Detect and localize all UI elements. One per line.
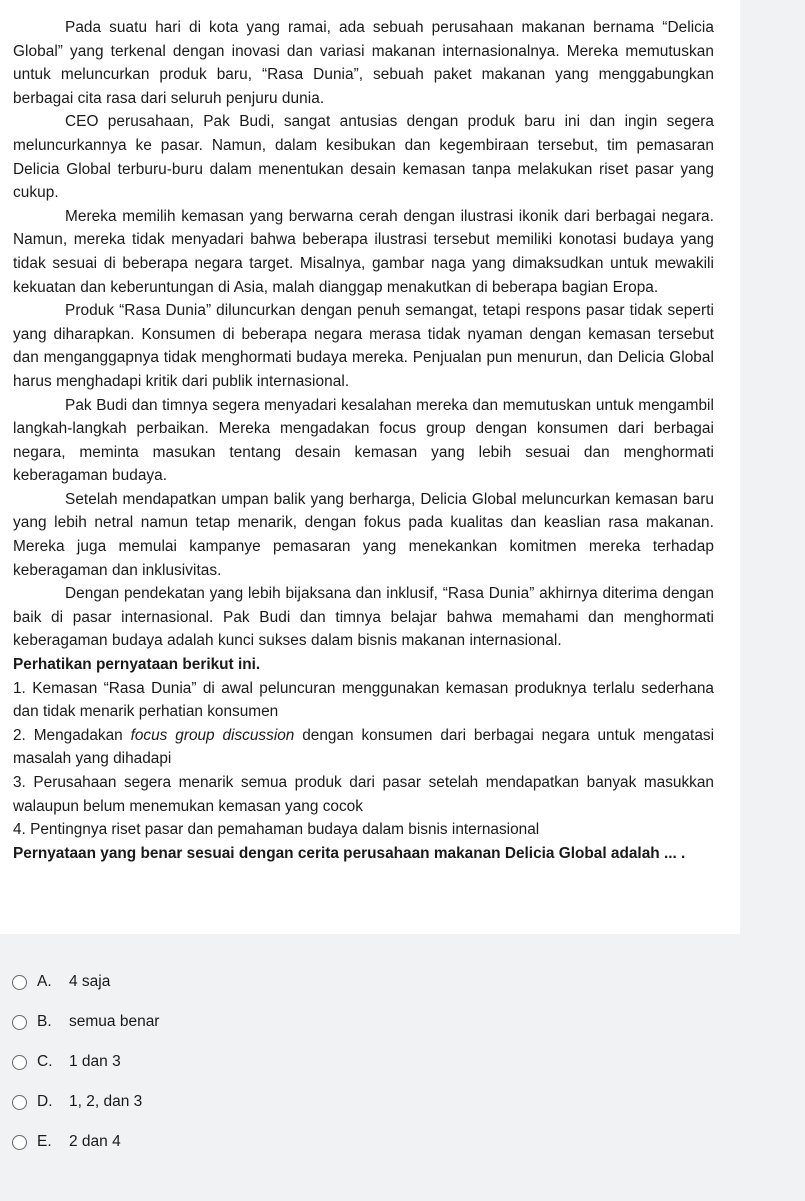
option-letter: E. xyxy=(37,1133,52,1150)
paragraph-1: Pada suatu hari di kota yang ramai, ada sebuah perusahaan makanan bernama “Delicia Global” yang terkenal dengan inovasi dan variasi makanan internasionalnya. Mereka memutuskan untuk meluncurkan produk baru, “Rasa Dunia”, sebuah paket makanan yang menggabungkan berbagai cita rasa dari seluruh penjuru dunia. xyxy=(13,19,714,107)
option-text: 1, 2, dan 3 xyxy=(69,1093,143,1110)
option-a[interactable] xyxy=(10,962,159,1002)
option-letter: D. xyxy=(37,1093,53,1110)
radio-circle-icon[interactable] xyxy=(12,1095,27,1110)
paragraph-2: CEO perusahaan, Pak Budi, sangat antusias dengan produk baru ini dan ingin segera meluncurkannya ke pasar. Namun, dalam kesibukan dan kegembiraan tersebut, tim pemasaran Delicia Global terburu-buru dalam menentukan desain kemasan tanpa melakukan riset pasar yang cukup. xyxy=(13,113,714,202)
statement-3: 3. Perusahaan segera menarik semua produk dari pasar setelah mendapatkan banyak masukkan walaupun belum menemukan kemasan yang cocok xyxy=(13,774,714,815)
option-text: semua benar xyxy=(69,1013,160,1030)
statement-1: 1. Kemasan “Rasa Dunia” di awal peluncuran menggunakan kemasan produknya terlalu sederhana dan tidak menarik perhatian konsumen xyxy=(13,679,714,721)
option-b[interactable] xyxy=(10,1002,159,1042)
paragraph-3: Mereka memilih kemasan yang berwarna cerah dengan ilustrasi ikonik dari berbagai negara. Namun, mereka tidak menyadari bahwa beberapa ilustrasi tersebut memiliki konotasi budaya yang tidak sesuai di beberapa negara target. Misalnya, gambar naga yang dimaksudkan untuk mewakili kekuatan dan keberuntungan di Asia, malah dianggap menakutkan di beberapa bagian Eropa. xyxy=(13,207,714,296)
option-text: 2 dan 4 xyxy=(69,1133,121,1150)
option-d[interactable] xyxy=(10,1082,159,1122)
statement-4: 4. Pentingnya riset pasar dan pemahaman budaya dalam bisnis internasional xyxy=(13,821,540,839)
option-e[interactable] xyxy=(10,1122,159,1162)
paragraph-5: Pak Budi dan timnya segera menyadari kesalahan mereka dan memutuskan untuk mengambil langkah-langkah perbaikan. Mereka mengadakan focus group dengan konsumen dari berbagai negara, meminta masukan tentang desain kemasan yang lebih sesuai dan menghormati keberagaman budaya. xyxy=(13,396,714,485)
option-letter: C. xyxy=(37,1053,53,1070)
question-prompt: Pernyataan yang benar sesuai dengan cerita perusahaan makanan Delicia Global adalah ... . xyxy=(13,844,686,862)
radio-circle-icon[interactable] xyxy=(12,1135,27,1150)
option-text: 1 dan 3 xyxy=(69,1053,121,1070)
option-text: 4 saja xyxy=(69,973,111,990)
paragraph-4: Produk “Rasa Dunia” diluncurkan dengan penuh semangat, tetapi respons pasar tidak seperti yang diharapkan. Konsumen di beberapa negara merasa tidak nyaman dengan kemasan tersebut dan menganggapnya tidak menghormati budaya mereka. Penjualan pun menurun, dan Delicia Global harus menghadapi kritik dari publik internasional. xyxy=(13,302,714,390)
radio-circle-icon[interactable] xyxy=(12,975,27,990)
paragraph-6: Setelah mendapatkan umpan balik yang berharga, Delicia Global meluncurkan kemasan baru yang lebih netral namun tetap menarik, dengan fokus pada kualitas dan keaslian rasa makanan. Mereka juga memulai kampanye pemasaran yang menekankan komitmen mereka terhadap keberagaman dan inklusivitas. xyxy=(13,490,714,579)
instruction: Perhatikan pernyataan berikut ini. xyxy=(13,656,261,674)
radio-circle-icon[interactable] xyxy=(12,1055,27,1070)
option-letter: B. xyxy=(37,1013,52,1030)
option-c[interactable] xyxy=(10,1042,159,1082)
statement-2: 2. Mengadakan focus group discussion dengan konsumen dari berbagai negara untuk mengatasi masalah yang dihadapi xyxy=(13,726,715,768)
answer-options xyxy=(10,962,159,1162)
option-letter: A. xyxy=(37,973,52,990)
paragraph-7: Dengan pendekatan yang lebih bijaksana dan inklusif, “Rasa Dunia” akhirnya diterima dengan baik di pasar internasional. Pak Budi dan timnya belajar bahwa memahami dan menghormati keberagaman budaya adalah kunci sukses dalam bisnis makanan internasional. xyxy=(13,585,714,650)
radio-circle-icon[interactable] xyxy=(12,1015,27,1030)
